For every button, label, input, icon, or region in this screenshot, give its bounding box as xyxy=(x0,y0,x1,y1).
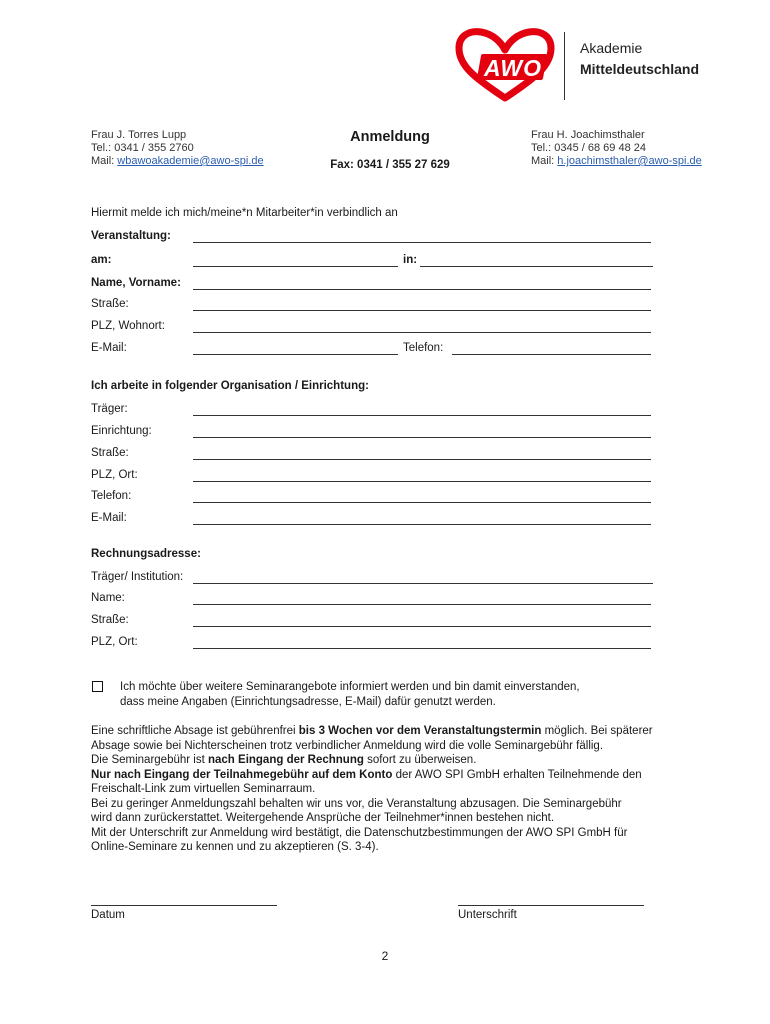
consent-checkbox[interactable] xyxy=(92,681,103,692)
field-org-telefon[interactable] xyxy=(193,502,651,503)
left-contact-mail-row xyxy=(91,155,264,168)
label-billing-name: Name: xyxy=(91,592,125,604)
field-name[interactable] xyxy=(193,289,651,290)
terms-line-8: Mit der Unterschrift zur Anmeldung wird bestätigt, die Datenschutzbestimmungen der AWO SPI GmbH für xyxy=(91,826,628,839)
right-contact-mail-row xyxy=(531,155,702,168)
terms-p1-c: möglich. Bei späterer xyxy=(541,725,653,737)
right-contact-tel: Tel.: 0345 / 68 69 48 24 xyxy=(531,142,646,154)
terms-line-3 xyxy=(91,753,691,768)
left-contact xyxy=(91,129,264,168)
left-contact-name: Frau J. Torres Lupp xyxy=(91,129,187,141)
label-billing-strasse: Straße: xyxy=(91,614,129,626)
terms-p3-c: sofort zu überweisen. xyxy=(363,754,477,766)
terms-line-2: Absage sowie bei Nichterscheinen trotz verbindlicher Anmeldung wird die volle Seminargebühr fällig. xyxy=(91,739,604,752)
label-telefon: Telefon: xyxy=(403,342,444,354)
left-contact-tel: Tel.: 0341 / 355 2760 xyxy=(91,142,194,154)
terms-line-5: Freischalt-Link zum virtuellen Seminarraum. xyxy=(91,783,316,795)
right-contact-mail-link[interactable]: h.joachimsthaler@awo-spi.de xyxy=(557,155,702,167)
label-plz-wohnort: PLZ, Wohnort: xyxy=(91,320,165,332)
right-contact-name: Frau H. Joachimsthaler xyxy=(531,129,645,141)
date-line[interactable] xyxy=(91,905,277,906)
left-contact-mail-link[interactable]: wbawoakademie@awo-spi.de xyxy=(117,155,264,167)
field-billing-name[interactable] xyxy=(193,604,651,605)
terms-line-6: Bei zu geringer Anmeldungszahl behalten wir uns vor, die Veranstaltung abzusagen. Die Seminargebühr xyxy=(91,797,622,810)
label-strasse: Straße: xyxy=(91,298,129,310)
field-billing-plz[interactable] xyxy=(193,648,651,649)
label-in: in: xyxy=(403,254,418,266)
field-billing-traeger[interactable] xyxy=(193,583,653,584)
organisation-heading: Ich arbeite in folgender Organisation / Einrichtung: xyxy=(91,380,369,392)
label-email: E-Mail: xyxy=(91,342,127,354)
label-billing-traeger: Träger/ Institution: xyxy=(91,571,184,583)
right-contact-mail-label: Mail: xyxy=(531,155,558,167)
field-veranstaltung[interactable] xyxy=(193,242,651,243)
terms-p3-a: Die Seminargebühr ist xyxy=(91,754,208,766)
signature-line[interactable] xyxy=(458,905,644,906)
form-title: Anmeldung xyxy=(350,129,430,145)
field-org-strasse[interactable] xyxy=(193,459,651,460)
fax-number: Fax: 0341 / 355 27 629 xyxy=(330,159,450,171)
terms-line-4 xyxy=(91,768,691,783)
label-billing-plz: PLZ, Ort: xyxy=(91,636,138,648)
field-plz-wohnort[interactable] xyxy=(193,332,651,333)
field-billing-strasse[interactable] xyxy=(193,626,651,627)
terms-p3-bold: nach Eingang der Rechnung xyxy=(207,754,364,766)
field-in[interactable] xyxy=(420,266,653,267)
field-am[interactable] xyxy=(193,266,398,267)
intro-text: Hiermit melde ich mich/meine*n Mitarbeiter*in verbindlich an xyxy=(91,207,398,219)
label-name: Name, Vorname: xyxy=(91,277,181,289)
terms-line-9: Online-Seminare zu kennen und zu akzeptieren (S. 3-4). xyxy=(91,841,379,853)
field-telefon[interactable] xyxy=(452,354,651,355)
terms-p1-bold: bis 3 Wochen vor dem Veranstaltungstermin xyxy=(298,725,542,737)
billing-heading: Rechnungsadresse: xyxy=(91,548,201,560)
label-org-plz: PLZ, Ort: xyxy=(91,469,138,481)
label-veranstaltung: Veranstaltung: xyxy=(91,230,171,242)
terms-p4-bold: Nur nach Eingang der Teilnahmegebühr auf dem Konto xyxy=(91,768,393,781)
terms-text xyxy=(91,724,691,855)
label-org-strasse: Straße: xyxy=(91,447,129,459)
signature-label: Unterschrift xyxy=(458,909,517,921)
label-org-telefon: Telefon: xyxy=(91,490,132,502)
field-email[interactable] xyxy=(193,354,398,355)
terms-line-1 xyxy=(91,724,691,739)
label-traeger: Träger: xyxy=(91,403,128,415)
consent-line2: dass meine Angaben (Einrichtungsadresse, E-Mail) dafür genutzt werden. xyxy=(120,695,496,708)
label-org-email: E-Mail: xyxy=(91,512,127,524)
field-strasse[interactable] xyxy=(193,310,651,311)
left-contact-mail-label: Mail: xyxy=(91,155,118,167)
field-org-email[interactable] xyxy=(193,524,651,525)
logo-name-line2: Mitteldeutschland xyxy=(580,61,700,77)
terms-p1-a: Eine schriftliche Absage ist gebührenfrei xyxy=(91,725,299,737)
awo-logo xyxy=(455,28,705,106)
right-contact xyxy=(531,129,702,168)
field-org-plz[interactable] xyxy=(193,481,651,482)
awo-brand-text: AWO xyxy=(484,55,542,81)
logo-divider xyxy=(564,32,565,100)
page-number: 2 xyxy=(381,949,389,963)
label-am: am: xyxy=(91,254,112,266)
logo-name-line1: Akademie xyxy=(580,40,643,56)
terms-p4-b: der AWO SPI GmbH erhalten Teilnehmende den xyxy=(392,768,642,781)
field-einrichtung[interactable] xyxy=(193,437,651,438)
consent-line1: Ich möchte über weitere Seminarangebote informiert werden und bin damit einverstanden, xyxy=(120,681,580,693)
label-einrichtung: Einrichtung: xyxy=(91,425,152,437)
date-label: Datum xyxy=(91,909,125,921)
consent-text xyxy=(120,680,580,709)
field-traeger[interactable] xyxy=(193,415,651,416)
terms-line-7: wird dann zurückerstattet. Weitergehende Ansprüche der Teilnehmer*innen bestehen nicht. xyxy=(91,812,555,824)
